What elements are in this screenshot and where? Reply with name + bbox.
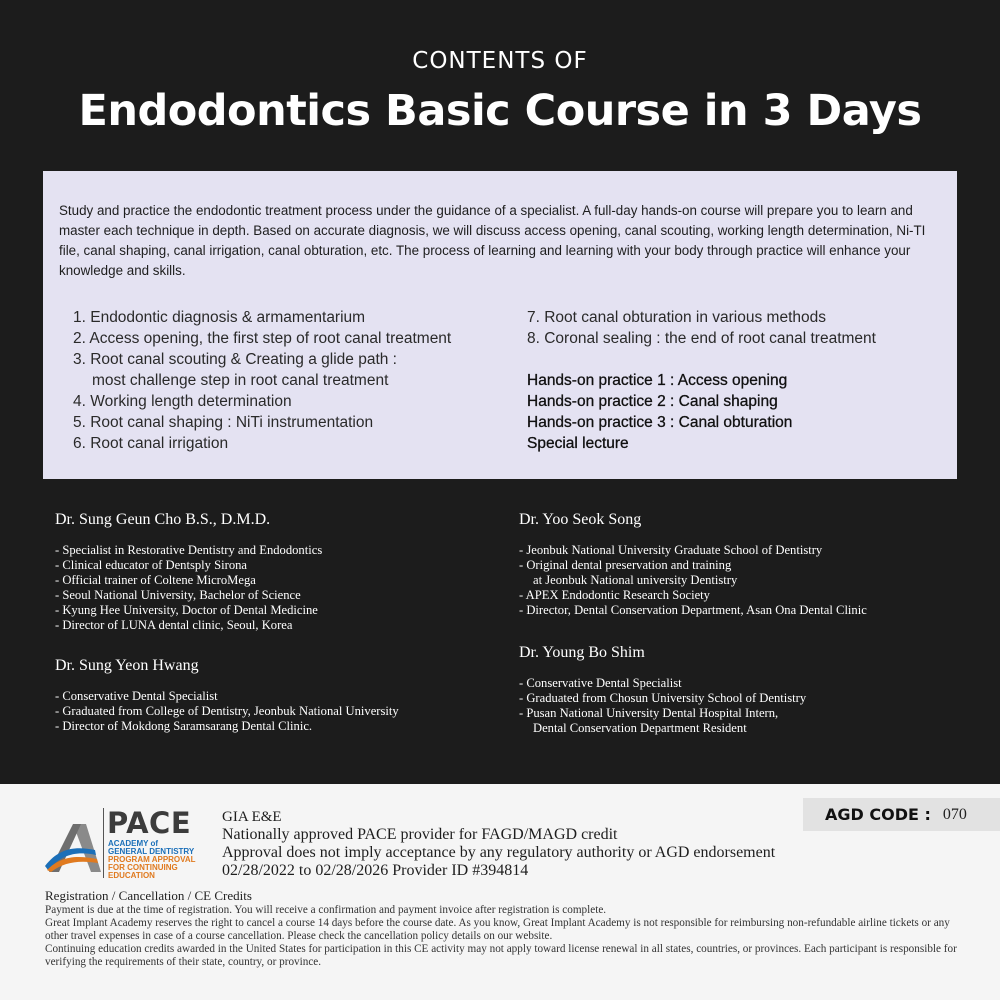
doctor-profile-shim xyxy=(519,644,806,736)
pace-program-text xyxy=(108,856,196,880)
pace-program-line: FOR CONTINUING xyxy=(108,863,178,872)
doctor-name: Dr. Young Bo Shim xyxy=(519,644,645,661)
gia-line: Approval does not imply acceptance by any regulatory authority or AGD endorsement xyxy=(222,844,776,861)
registration-paragraph: Continuing education credits awarded in the United States for participation in this CE activity may not apply toward license renewal in all states, countries, or provinces. Each participant is responsible for verifying the requirements of their state, country, or province. xyxy=(45,943,957,968)
doctor-name: Dr. Yoo Seok Song xyxy=(519,511,642,528)
course-intro: Study and practice the endodontic treatment process under the guidance of a specialist. A full-day hands-on course will prepare you to learn and master each technique in depth. Based on accurate diagnosis, we will discuss access opening, canal scouting, working length determination, Ni-TI file, canal shaping, canal irrigation, canal obturation, etc. The process of learning and learning with your body through practice will enhance your knowledge and skills. xyxy=(59,203,926,278)
topic-item: 7. Root canal obturation in various methods xyxy=(527,309,826,326)
agd-code-badge xyxy=(803,798,1000,831)
doctor-credential: - Director of LUNA dental clinic, Seoul, Korea xyxy=(55,618,293,632)
pace-logo xyxy=(45,808,215,878)
doctor-credential: - Director, Dental Conservation Department, Asan Ona Dental Clinic xyxy=(519,603,867,617)
doctor-profile-hwang xyxy=(55,657,399,734)
topic-item: 4. Working length determination xyxy=(73,393,292,410)
practice-item: Hands-on practice 1 : Access opening xyxy=(527,372,788,389)
doctor-credential: - Graduated from College of Dentistry, Jeonbuk National University xyxy=(55,704,399,718)
agd-code-value: 070 xyxy=(942,805,967,823)
practice-item: Hands-on practice 3 : Canal obturation xyxy=(527,414,793,431)
topics-left-column xyxy=(73,307,533,454)
practice-list xyxy=(527,370,947,454)
doctor-name: Dr. Sung Geun Cho B.S., D.M.D. xyxy=(55,511,271,528)
course-content-box xyxy=(43,171,957,479)
pace-wordmark: PACE xyxy=(107,806,192,840)
topic-item: 8. Coronal sealing : the end of root canal treatment xyxy=(527,330,876,347)
page-title: Endodontics Basic Course in 3 Days xyxy=(78,86,922,136)
practice-item: Special lecture xyxy=(527,435,629,452)
topic-item: 5. Root canal shaping : NiTi instrumentation xyxy=(73,414,374,431)
doctor-credential: - Jeonbuk National University Graduate School of Dentistry xyxy=(519,543,823,557)
doctor-credential: - Original dental preservation and training xyxy=(519,558,732,572)
doctor-credential: - Pusan National University Dental Hospital Intern, xyxy=(519,706,779,720)
doctor-credential: - Seoul National University, Bachelor of Science xyxy=(55,588,301,602)
gia-name: GIA E&E xyxy=(222,809,282,825)
doctor-credential: - Graduated from Chosun University School of Dentistry xyxy=(519,691,807,705)
registration-policy xyxy=(45,888,965,969)
pace-program-line: EDUCATION xyxy=(108,871,155,880)
doctor-credential-continuation: at Jeonbuk National university Dentistry xyxy=(533,573,738,587)
doctor-credential: - APEX Endodontic Research Society xyxy=(519,588,710,602)
gia-line: 02/28/2022 to 02/28/2026 Provider ID #394814 xyxy=(222,862,529,879)
topic-item: 2. Access opening, the first step of root canal treatment xyxy=(73,330,452,347)
doctor-credential: - Conservative Dental Specialist xyxy=(519,676,682,690)
footer-section xyxy=(0,784,1000,1000)
topics-right-column xyxy=(527,307,947,454)
doctor-credential: - Official trainer of Coltene MicroMega xyxy=(55,573,256,587)
agd-code-label: AGD CODE : xyxy=(825,805,931,824)
topic-item: 6. Root canal irrigation xyxy=(73,435,229,452)
doctor-credential: - Specialist in Restorative Dentistry and Endodontics xyxy=(55,543,323,557)
pace-program-line: PROGRAM APPROVAL xyxy=(108,855,196,864)
pace-academy-text xyxy=(108,840,194,856)
logo-divider xyxy=(103,808,104,878)
topic-item: 3. Root canal scouting & Creating a glide path : xyxy=(73,351,397,368)
practice-item: Hands-on practice 2 : Canal shaping xyxy=(527,393,778,410)
doctor-credential: - Kyung Hee University, Doctor of Dental Medicine xyxy=(55,603,318,617)
registration-paragraph: Payment is due at the time of registration. You will receive a confirmation and payment invoice after registration is complete. xyxy=(45,904,607,916)
doctor-credential: - Clinical educator of Dentsply Sirona xyxy=(55,558,248,572)
registration-paragraph: Great Implant Academy reserves the right to cancel a course 14 days before the course date. As you know, Great Implant Academy is not responsible for reimbursing non-refundable airline tickets or any other travel expenses in case of a course cancellation. Please check the cancellation policy details on our website. xyxy=(45,917,950,942)
doctor-credential: - Director of Mokdong Saramsarang Dental Clinic. xyxy=(55,719,313,733)
doctor-credential-continuation: Dental Conservation Department Resident xyxy=(533,721,747,735)
registration-heading: Registration / Cancellation / CE Credits xyxy=(45,888,252,903)
agd-a-logo-icon xyxy=(45,822,101,872)
doctor-profile-song xyxy=(519,511,867,618)
topic-item: 1. Endodontic diagnosis & armamentarium xyxy=(73,309,366,326)
doctor-name: Dr. Sung Yeon Hwang xyxy=(55,657,199,674)
gia-line: Nationally approved PACE provider for FAGD/MAGD credit xyxy=(222,826,618,843)
doctor-profile-cho xyxy=(55,511,322,633)
topic-item-continuation: most challenge step in root canal treatment xyxy=(92,372,389,389)
gia-provider-info xyxy=(222,808,775,880)
page-subtitle: CONTENTS OF xyxy=(412,48,588,74)
pace-academy-line: ACADEMY of xyxy=(108,839,159,848)
doctor-credential: - Conservative Dental Specialist xyxy=(55,689,218,703)
pace-academy-line: GENERAL DENTISTRY xyxy=(108,847,195,856)
